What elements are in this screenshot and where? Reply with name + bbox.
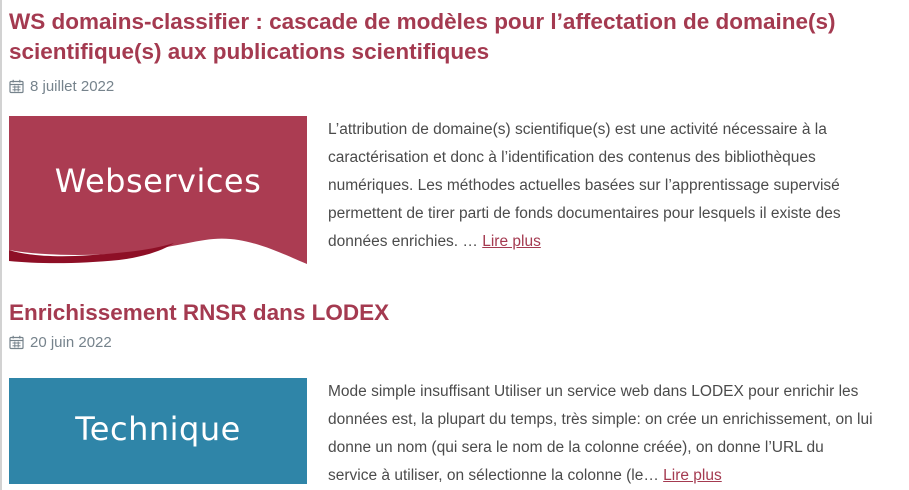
calendar-icon [9,335,24,350]
post-item [2,0,909,266]
read-more-link[interactable]: Lire plus [663,467,722,484]
post-excerpt [328,116,873,256]
post-date: 8 juillet 2022 [30,78,115,95]
read-more-link[interactable]: Lire plus [482,233,541,250]
calendar-icon [9,79,24,94]
post-body [2,95,909,266]
post-date: 20 juin 2022 [30,334,112,351]
post-excerpt [328,378,873,490]
excerpt-text: Mode simple insuffisant Utiliser un service web dans LODEX pour enrichir les données est, la plupart du temps, très simple: on crée un enrichissement, on lui donne un nom (qui sera le nom de la colonne créée), on donne l’URL du service à utiliser, on sélectionne la colonne (le… [328,383,873,484]
post-item [2,266,909,490]
excerpt-text: L’attribution de domaine(s) scientifique(s) est une activité nécessaire à la caractérisation et donc à l’identification des contenus des bibliothèques numériques. Les méthodes actuelles basées sur l’apprentissage supervisé permettent de tirer parti de fonds documentaires pour lesquels il existe des données enrichies. … [328,121,841,250]
post-date-row [2,328,909,351]
post-title-link[interactable]: WS domains-classifier : cascade de modèles pour l’affectation de domaine(s) scientifique(s) aux publications scientifiques [9,9,836,64]
post-body [2,351,909,490]
thumbnail-label: Webservices [54,162,262,200]
post-thumbnail[interactable] [9,378,307,484]
thumbnail-label: Technique [75,410,241,448]
blog-post-list [2,0,909,490]
post-title-link[interactable]: Enrichissement RNSR dans LODEX [9,300,390,325]
post-thumbnail[interactable] [9,116,307,266]
post-date-row [2,67,909,95]
